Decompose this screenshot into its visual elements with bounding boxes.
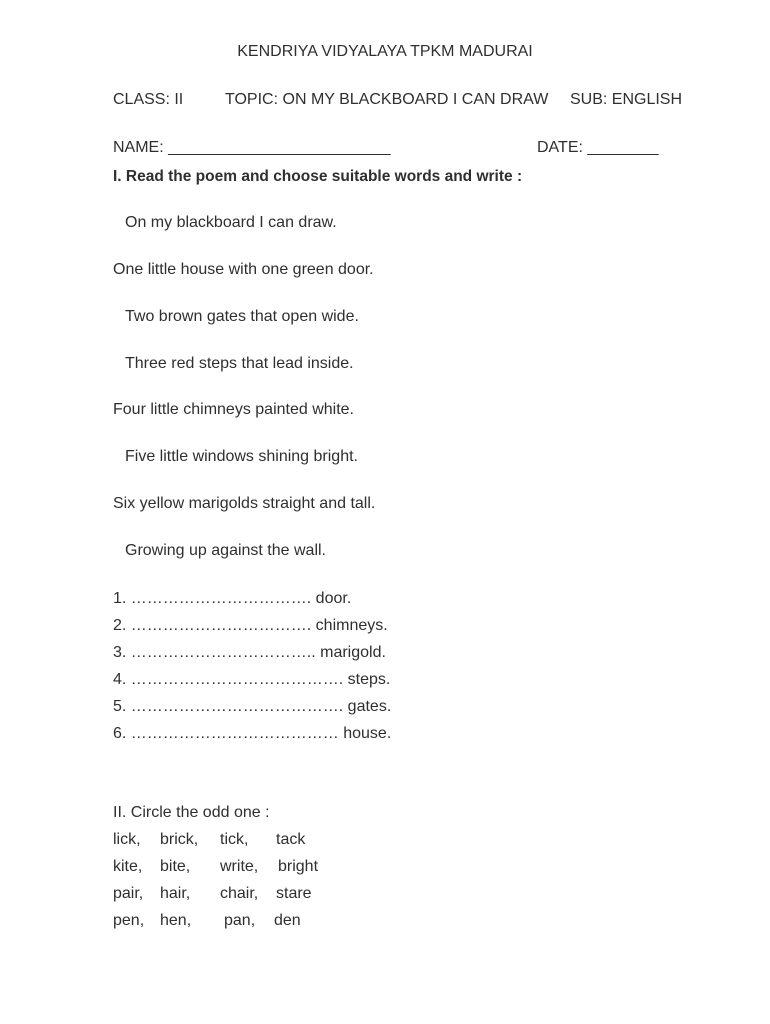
odd-word[interactable]: brick, [160, 831, 199, 848]
fill-blank-item: 6. ………………………………… house. [113, 725, 392, 742]
poem-line: On my blackboard I can draw. [125, 214, 337, 231]
section1-title: I. Read the poem and choose suitable words and write : [113, 168, 523, 185]
odd-word[interactable]: lick, [113, 831, 141, 848]
fill-blank-item: 2. ……………………………. chimneys. [113, 617, 388, 634]
poem-line: One little house with one green door. [113, 261, 374, 278]
poem-line: Six yellow marigolds straight and tall. [113, 495, 376, 512]
odd-word[interactable]: hair, [160, 885, 191, 902]
odd-word[interactable]: pair, [113, 885, 144, 902]
poem-line: Five little windows shining bright. [125, 448, 358, 465]
fill-blank-item: 1. ……………………………. door. [113, 590, 352, 607]
odd-word[interactable]: tick, [220, 831, 249, 848]
odd-word[interactable]: pan, [224, 912, 256, 929]
odd-word[interactable]: write, [220, 858, 259, 875]
odd-word[interactable]: tack [276, 831, 306, 848]
school-name: KENDRIYA VIDYALAYA TPKM MADURAI [237, 43, 533, 60]
fill-blank-item: 3. …………………………….. marigold. [113, 644, 386, 661]
poem-line: Two brown gates that open wide. [125, 308, 359, 325]
odd-word[interactable]: bite, [160, 858, 191, 875]
class-label: CLASS: II [113, 91, 184, 108]
odd-word[interactable]: pen, [113, 912, 145, 929]
odd-word[interactable]: kite, [113, 858, 143, 875]
odd-word[interactable]: bright [278, 858, 319, 875]
poem-line: Three red steps that lead inside. [125, 355, 354, 372]
poem-line: Growing up against the wall. [125, 542, 326, 559]
fill-blank-item: 4. …………………………………. steps. [113, 671, 391, 688]
odd-word[interactable]: chair, [220, 885, 259, 902]
fill-blank-item: 5. …………………………………. gates. [113, 698, 392, 715]
odd-word[interactable]: hen, [160, 912, 192, 929]
name-field: NAME: _________________________ [113, 139, 391, 156]
odd-word[interactable]: stare [276, 885, 312, 902]
section2-title: II. Circle the odd one : [113, 804, 270, 821]
odd-word[interactable]: den [274, 912, 301, 929]
subject-label: SUB: ENGLISH [570, 91, 683, 108]
date-field: DATE: ________ [537, 139, 659, 156]
poem-line: Four little chimneys painted white. [113, 401, 354, 418]
topic-label: TOPIC: ON MY BLACKBOARD I CAN DRAW [225, 91, 549, 108]
